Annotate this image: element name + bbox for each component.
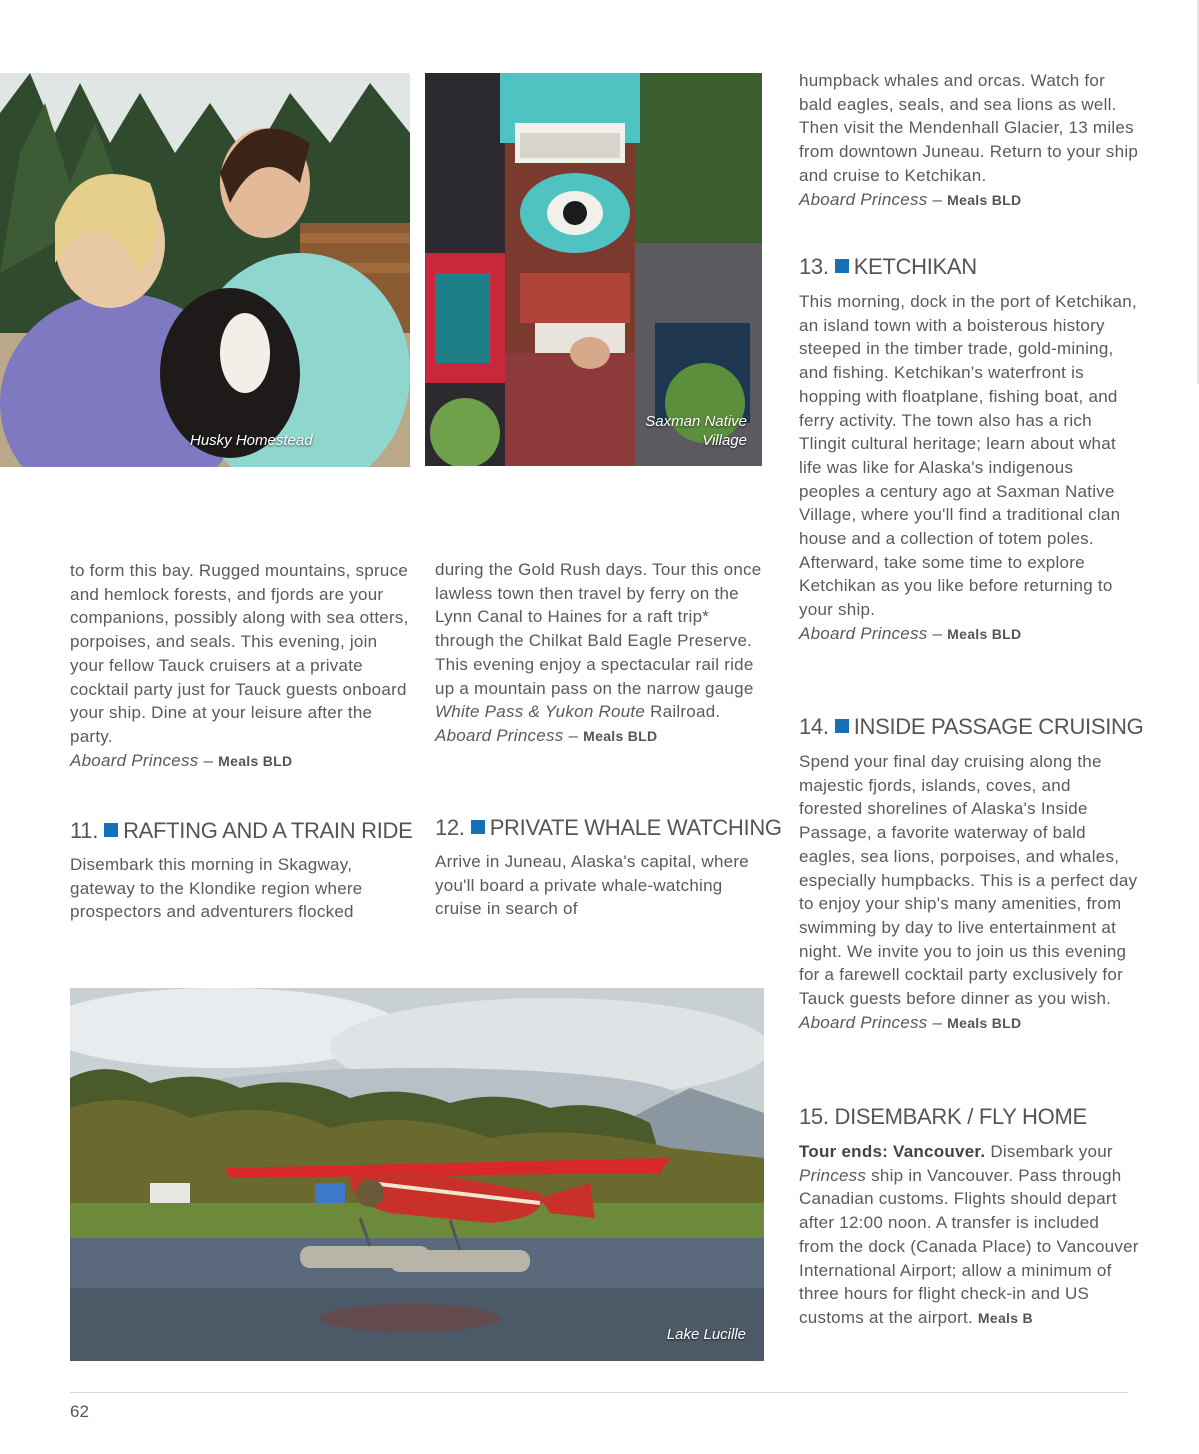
meals-label: Meals B <box>977 1309 1033 1326</box>
husky-homestead-photo <box>0 73 410 467</box>
day11-continued-text: during the Gold Rush days. Tour this once lawless town then travel by ferry on the Lynn Canal to Haines for a raft trip* through the Chilkat Bald Eagle Preserve. This evening enjoy a spectacular rail ride up a mountain pass on the narrow gauge White Pass & Yukon Route Railroad. Aboard Princess – Meals BLD <box>435 560 762 745</box>
meals-label: Meals BLD <box>947 191 1022 208</box>
day12-continued-text: humpback whales and orcas. Watch for bald eagles, seals, and sea lions as well. Then visit the Mendenhall Glacier, 13 miles from downtown Juneau. Return to your ship and cruise to Ketchikan. Aboard Princess – Meals BLD <box>799 71 1139 209</box>
day10-continued-text: to form this bay. Rugged mountains, spruce and hemlock forests, and fjords are your companions, possibly along with sea otters, porpoises, and seals. This evening, join your fellow Tauck cruisers at a private cocktail party just for Tauck guests onboard your ship. Dine at your leisure after the party. Aboard Princess – Meals BLD <box>70 561 409 770</box>
day15-text: Tour ends: Vancouver. Disembark your Princess ship in Vancouver. Pass through Canadian customs. Flights should depart after 12:00 noon. A transfer is included from the dock (Canada Place) to Vancouver International Airport; allow a minimum of three hours for flight check-in and US customs at the airport. Meals B <box>799 1142 1139 1327</box>
day11-text: Disembark this morning in Skagway, gateway to the Klondike region where prospectors and adventurers flocked <box>70 855 363 922</box>
husky-homestead-caption: Husky Homestead <box>190 432 313 449</box>
blue-square-icon <box>104 823 118 837</box>
footer-divider <box>70 1392 1128 1393</box>
column-two-text <box>435 558 765 749</box>
saxman-totem-photo <box>425 73 762 466</box>
lake-lucille-caption: Lake Lucille <box>666 1326 746 1343</box>
meals-label: Meals BLD <box>947 625 1022 642</box>
blue-square-icon <box>471 820 485 834</box>
meals-label: Meals BLD <box>947 1014 1022 1031</box>
blue-square-icon <box>835 719 849 733</box>
meals-label: Meals BLD <box>218 752 293 769</box>
day12-heading: 12. PRIVATE WHALE WATCHING <box>435 815 782 840</box>
column-three-text <box>799 69 1139 212</box>
aboard-princess-label: Aboard Princess <box>435 725 564 745</box>
lake-lucille-photo <box>70 988 764 1361</box>
tour-ends-label: Tour ends: Vancouver. <box>799 1142 986 1161</box>
day12-text: Arrive in Juneau, Alaska's capital, where you'll board a private whale-watching cruise in search of <box>435 852 749 919</box>
day13-heading: 13. KETCHIKAN <box>799 254 977 279</box>
meals-label: Meals BLD <box>583 727 658 744</box>
aboard-princess-label: Aboard Princess <box>799 189 928 209</box>
aboard-princess-label: Aboard Princess <box>799 623 928 643</box>
day14-text: Spend your final day cruising along the majestic fjords, islands, coves, and forested shorelines of Alaska's Inside Passage, a favorite waterway of bald eagles, sea lions, porpoises, and whales, especially humpbacks. This is a perfect day to enjoy your ship's many amenities, from swimming by day to live entertainment at night. We invite you to join us this evening for a farewell cocktail party exclusively for Tauck guests before dinner as you wish. Aboard Princess – Meals BLD <box>799 752 1138 1032</box>
aboard-princess-label: Aboard Princess <box>799 1012 928 1032</box>
blue-square-icon <box>835 259 849 273</box>
aboard-princess-label: Aboard Princess <box>70 750 199 770</box>
day14-heading: 14. INSIDE PASSAGE CRUISING <box>799 714 1144 739</box>
day13-text: This morning, dock in the port of Ketchikan, an island town with a boisterous history steeped in the timber trade, gold-mining, and fishing. Ketchikan's waterfront is hopping with floatplane, fishing boat, and ferry activity. The town also has a rich Tlingit cultural heritage; learn about what life was like for Alaska's indigenous peoples a century ago at Saxman Native Village, where you'll find a traditional clan house and a collection of totem poles. Afterward, take some time to explore Ketchikan as you like before returning to your ship. Aboard Princess – Meals BLD <box>799 292 1137 643</box>
saxman-village-caption: Saxman Native Village <box>645 413 747 449</box>
column-one-text <box>70 559 410 773</box>
day15-heading: 15. DISEMBARK / FLY HOME <box>799 1104 1087 1129</box>
day11-heading: 11. RAFTING AND A TRAIN RIDE <box>70 818 413 843</box>
page-number: 62 <box>70 1402 89 1421</box>
